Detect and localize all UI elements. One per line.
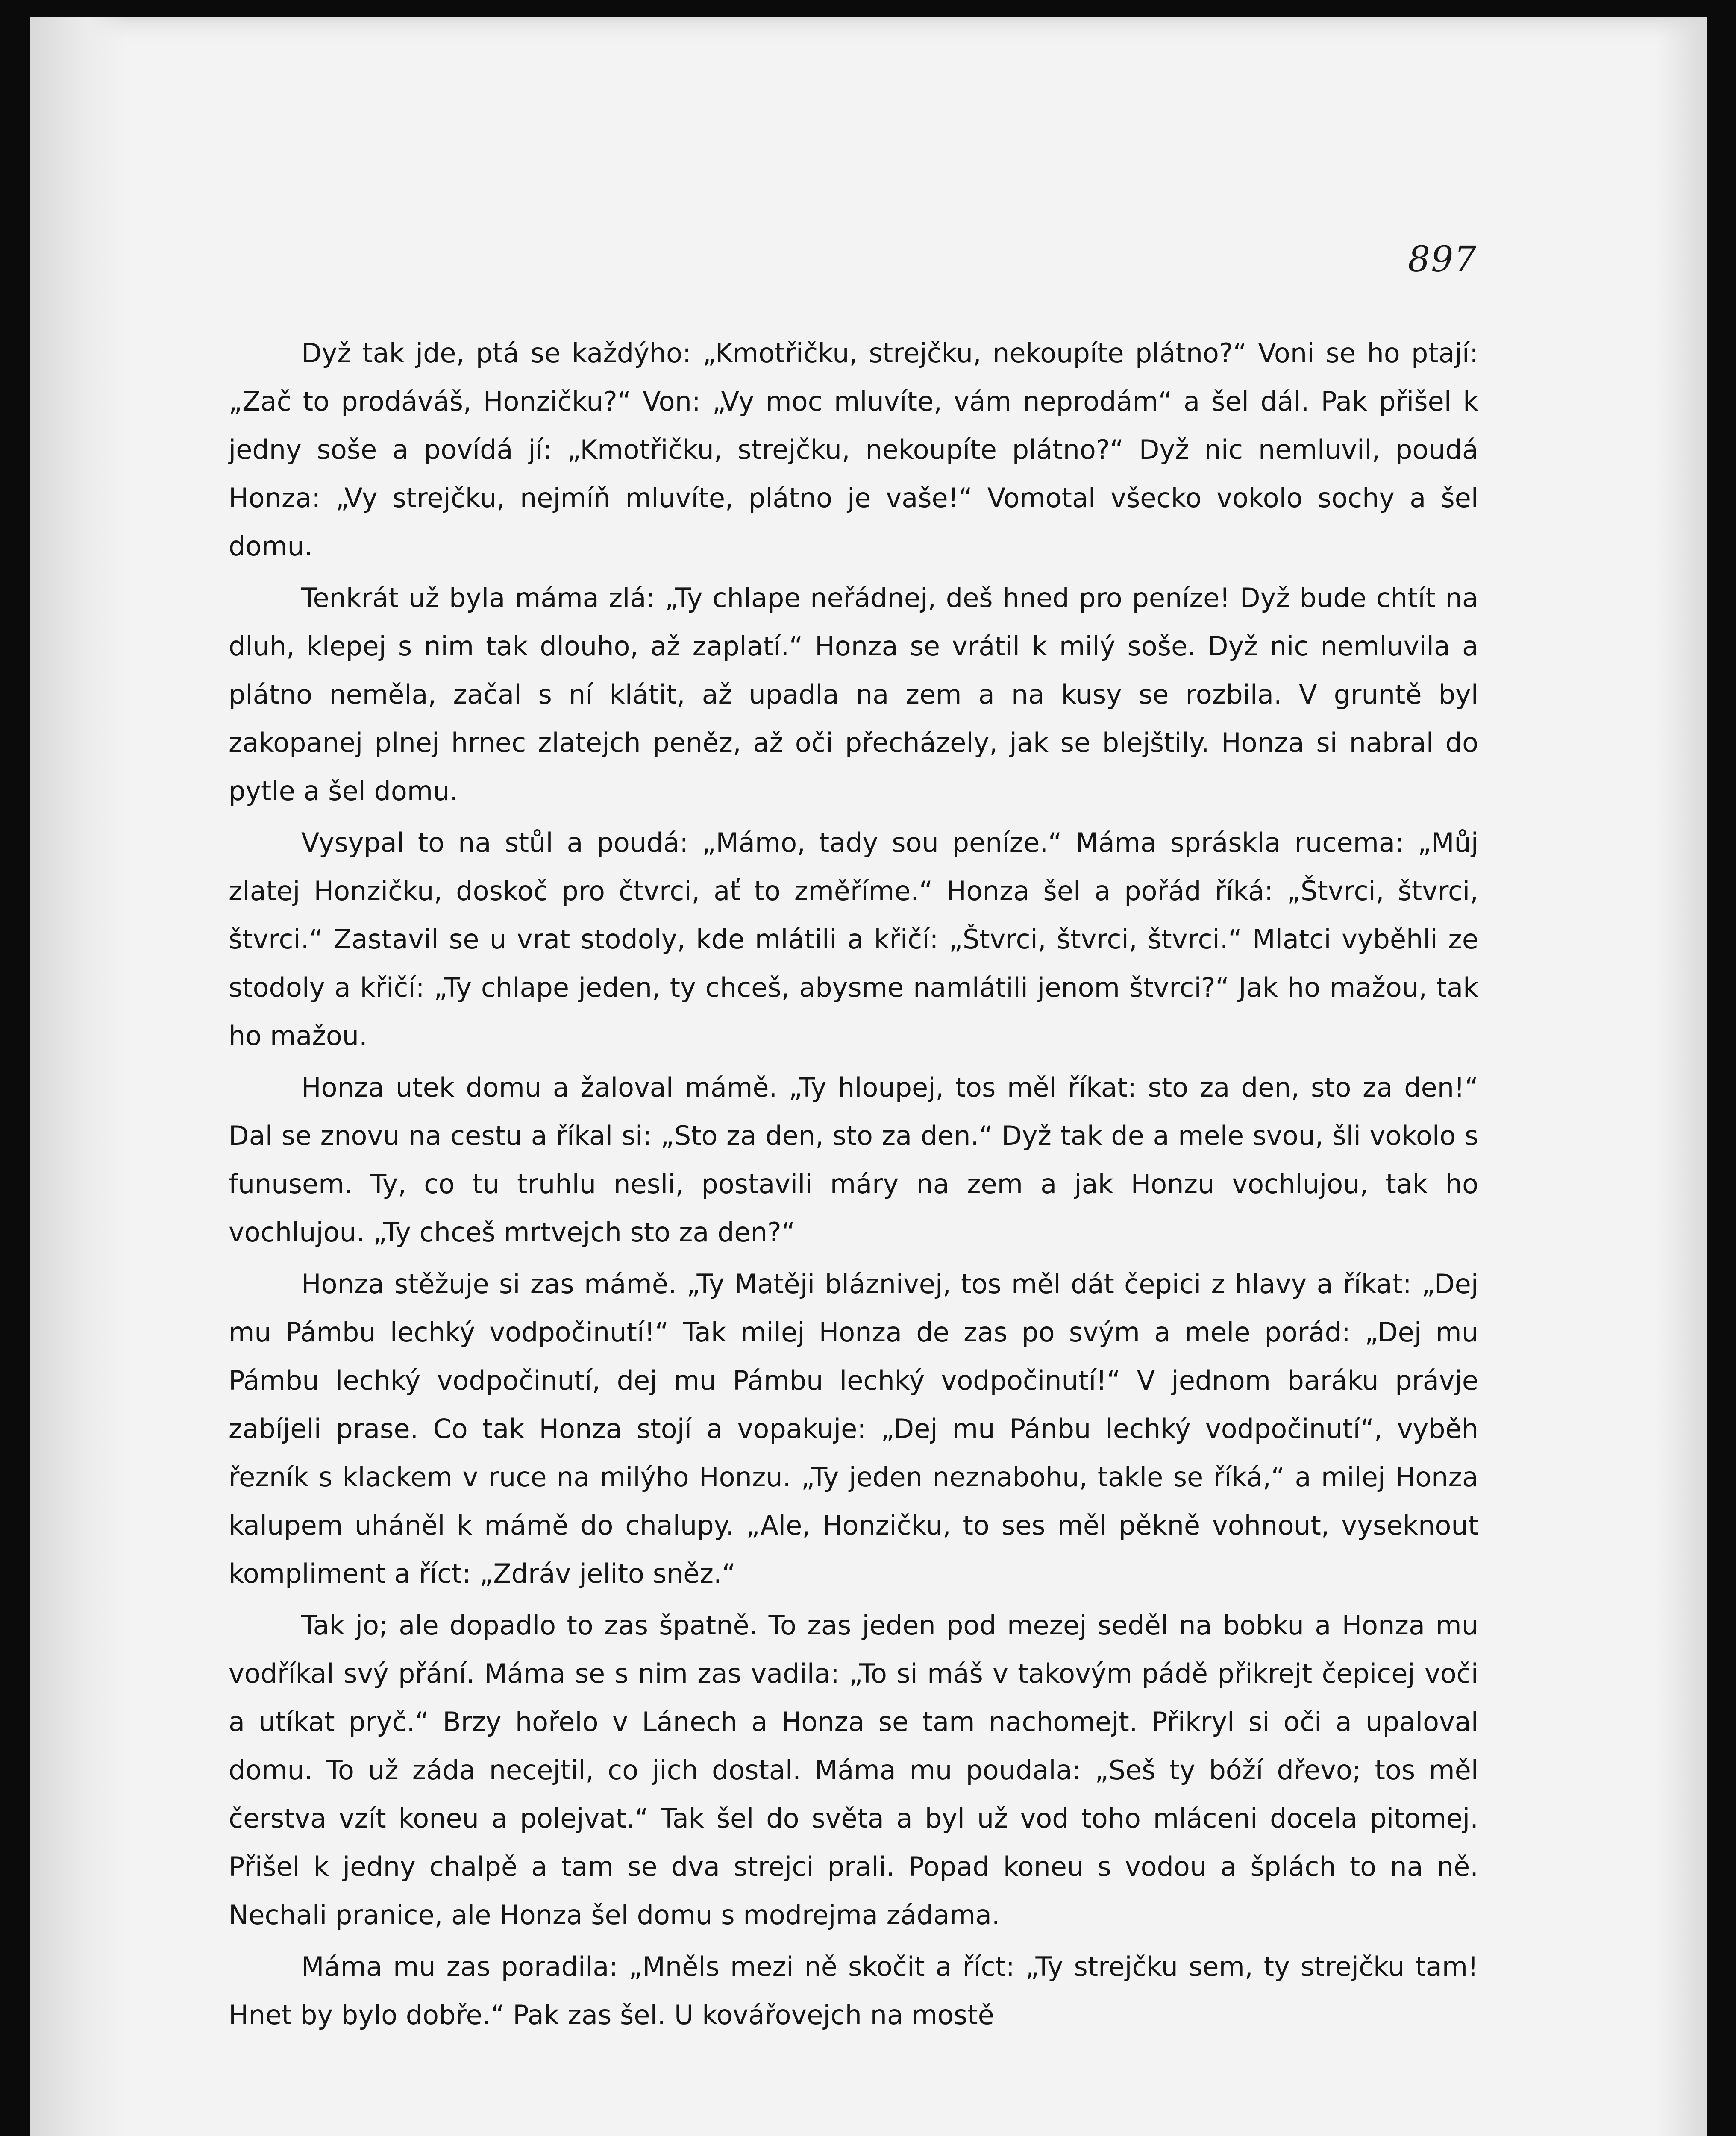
paragraph: Tak jo; ale dopadlo to zas špatně. To zas jeden pod mezej seděl na bobku a Honza mu vodříkal svý přání. Máma se s nim zas vadila: „To si máš v takovým pádě přikrejt čepicej voči a utíkat pryč.“ Brzy hořelo v Lánech a Honza se tam nachomejt. Přikryl si oči a upaloval domu. To už záda necejtil, co jich dostal. Máma mu poudala: „Seš ty bóží dřevo; tos měl čerstva vzít koneu a polejvat.“ Tak šel do světa a byl už vod toho mláceni docela pitomej. Přišel k jedny chalpě a tam se dva strejci prali. Popad koneu s vodou a šplách to na ně. Nechali pranice, ale Honza šel domu s modrejma zádama. — [229, 1610, 1478, 1931]
paragraph: Honza utek domu a žaloval mámě. „Ty hloupej, tos měl říkat: sto za den, sto za den!“ Dal se znovu na cestu a říkal si: „Sto za den, sto za den.“ Dyž tak de a mele svou, šli vokolo s funusem. Ty, co tu truhlu nesli, postavili máry na zem a jak Honzu vochlujou, tak ho vochlujou. „Ty chceš mrtvejch sto za den?“ — [229, 1072, 1478, 1248]
paragraph: Máma mu zas poradila: „Mněls mezi ně skočit a říct: „Ty strejčku sem, ty strejčku tam! Hnet by bylo dobře.“ Pak zas šel. U kovářovejch na mostě — [229, 1951, 1478, 2030]
page-binding-shadow — [30, 17, 128, 2136]
body-text — [229, 329, 1478, 2042]
page-edge-shadow — [1656, 17, 1707, 2136]
paragraph: Tenkrát už byla máma zlá: „Ty chlape neřádnej, deš hned pro peníze! Dyž bude chtít na dluh, klepej s nim tak dlouho, až zaplatí.“ Honza se vrátil k milý soše. Dyž nic nemluvila a plátno neměla, začal s ní klátit, až upadla na zem a na kusy se rozbila. V gruntě byl zakopanej plnej hrnec zlatejch peněz, až oči přecházely, jak se blejštily. Honza si nabral do pytle a šel domu. — [229, 582, 1478, 807]
paragraph: Honza stěžuje si zas mámě. „Ty Matěji bláznivej, tos měl dát čepici z hlavy a říkat: „Dej mu Pámbu lechký vodpočinutí!“ Tak milej Honza de zas po svým a mele porád: „Dej mu Pámbu lechký vodpočinutí, dej mu Pámbu lechký vodpočinutí!“ V jednom baráku právje zabíjeli prase. Co tak Honza stojí a vopakuje: „Dej mu Pánbu lechký vodpočinutí“, vyběh řezník s klackem v ruce na milýho Honzu. „Ty jeden neznabohu, takle se říká,“ a milej Honza kalupem uháněl k mámě do chalupy. „Ale, Honzičku, to ses měl pěkně vohnout, vyseknout kompliment a říct: „Zdráv jelito sněz.“ — [229, 1268, 1478, 1589]
paragraph: Vysypal to na stůl a poudá: „Mámo, tady sou peníze.“ Máma spráskla rucema: „Můj zlatej Honzičku, doskoč pro čtvrci, ať to změříme.“ Honza šel a pořád říká: „Štvrci, štvrci, štvrci.“ Zastavil se u vrat stodoly, kde mlátili a křičí: „Štvrci, štvrci, štvrci.“ Mlatci vyběhli ze stodoly a křičí: „Ty chlape jeden, ty chceš, abysme namlátili jenom štvrci?“ Jak ho mažou, tak ho mažou. — [229, 827, 1478, 1051]
page-number: 897 — [1408, 239, 1478, 280]
paragraph: Dyž tak jde, ptá se každýho: „Kmotřičku, strejčku, nekoupíte plátno?“ Voni se ho ptají: „Zač to prodáváš, Honzičku?“ Von: „Vy moc mluvíte, vám neprodám“ a šel dál. Pak přišel k jedny soše a povídá jí: „Kmotřičku, strejčku, nekoupíte plátno?“ Dyž nic nemluvil, poudá Honza: „Vy strejčku, nejmíň mluvíte, plátno je vaše!“ Vomotal všecko vokolo sochy a šel domu. — [229, 337, 1478, 562]
book-page — [30, 17, 1707, 2136]
